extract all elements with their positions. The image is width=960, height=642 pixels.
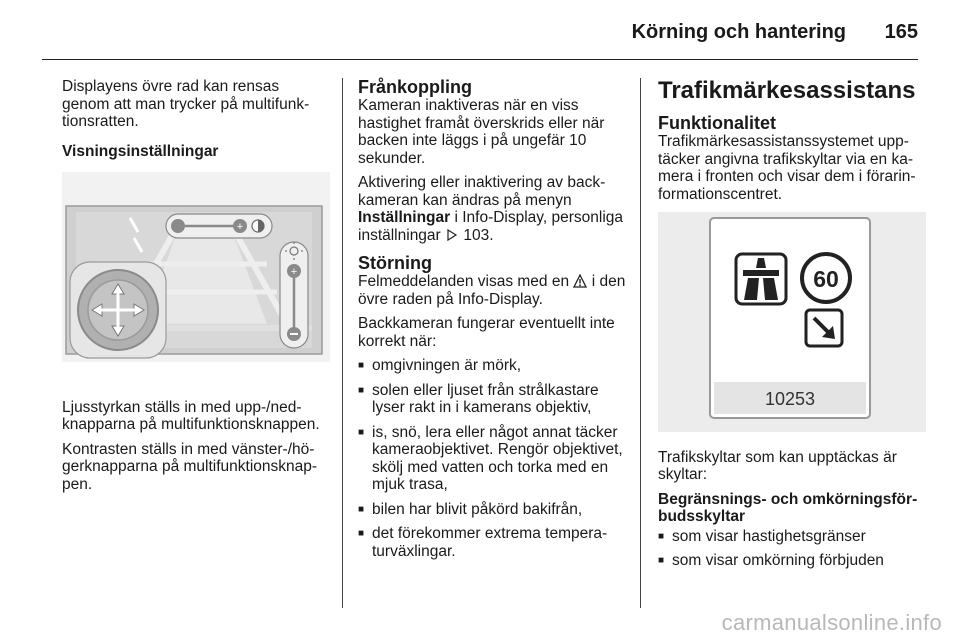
paragraph-brightness: Ljusstyrkan ställs in med upp-/nedknapparna på multifunktionsknappen. [62, 398, 320, 433]
figure-code: 10253 [764, 389, 816, 409]
list-item: ■ solen eller ljuset från strålkastare lyser rakt in i kamerans objektiv, [358, 382, 626, 417]
page-reference-icon [445, 228, 459, 242]
heading-storning: Störning [358, 253, 432, 273]
paragraph-error-message: Felmeddelanden visas med en i den övre raden på Info-Display. [358, 273, 626, 308]
section-title: Trafikmärkesassistans [658, 77, 916, 104]
paragraph-functionality: Trafikmärkesassistanssystemet upptäcker angivna trafikskyltar via en kamera i fronten och visar dem i förarinformationscentret. [658, 133, 916, 203]
svg-text:+: + [290, 266, 298, 278]
speed-limit-sign-icon [802, 254, 850, 302]
list-item: ■ det förekommer extrema temperaturväxlingar. [358, 525, 626, 560]
menu-settings-label: Inställningar [358, 209, 451, 226]
arrow-down-right-sign-icon [806, 310, 842, 346]
heading-funktionalitet: Funktionalitet [658, 113, 776, 133]
svg-text:60: 60 [813, 266, 839, 292]
column-1 [62, 78, 330, 500]
paragraph-deactivation: Kameran inaktiveras när en viss hastighet framåt överskrids eller när backen inte läggs i på ungefär 10 sekunder. [358, 97, 605, 167]
header-rule [42, 59, 918, 60]
paragraph-detectable-signs: Trafikskyltar som kan upptäckas är skyltar: [658, 448, 897, 483]
svg-text:+: + [236, 221, 244, 233]
chapter-title: Körning och hantering [631, 21, 846, 43]
column-divider-2 [640, 78, 641, 608]
column-2 [358, 78, 626, 567]
camera-conditions-list [358, 357, 626, 560]
column-3 [658, 78, 926, 577]
column-divider-1 [342, 78, 343, 608]
list-item: ■ omgivningen är mörk, [358, 357, 626, 375]
list-item: ■ is, snö, lera eller något annat täcker kameraobjektivet. Rengör objektivet, skölj med vatten och torka med en mjuk trasa, [358, 424, 626, 494]
paragraph-contrast: Kontrasten ställs in med vänster-/högerknapparna på multifunktionsknappen. [62, 440, 318, 493]
motorway-sign-icon [736, 254, 786, 304]
paragraph-activation: Aktivering eller inaktivering av backkameran kan ändras på menyn Inställningar i Info-Display, personliga inställningar 103. [358, 174, 624, 244]
traffic-sign-display-illustration [658, 212, 926, 432]
subheading-restriction-signs: Begränsnings- och omkörningsförbudsskyltar [658, 490, 918, 525]
warning-triangle-icon [573, 274, 587, 288]
list-item: ■ bilen har blivit påkörd bakifrån, [358, 501, 626, 519]
list-item: ■ som visar omkörning förbjuden [658, 552, 926, 570]
page-reference: 103. [463, 226, 494, 244]
list-item: ■ som visar hastighetsgränser [658, 528, 926, 546]
page-header [0, 0, 960, 62]
paragraph-clear-display: Displayens övre rad kan rensas genom att man trycker på multifunktionsratten. [62, 78, 310, 130]
page-number: 165 [884, 21, 918, 43]
display-settings-illustration [62, 172, 330, 362]
restriction-signs-list [658, 528, 926, 570]
watermark: carmanualsonline.info [721, 610, 942, 635]
subheading-display-settings: Visningsinställningar [62, 142, 219, 160]
paragraph-camera-conditions: Backkameran fungerar eventuellt inte korrekt när: [358, 315, 615, 350]
heading-frankoppling: Frånkoppling [358, 77, 472, 97]
